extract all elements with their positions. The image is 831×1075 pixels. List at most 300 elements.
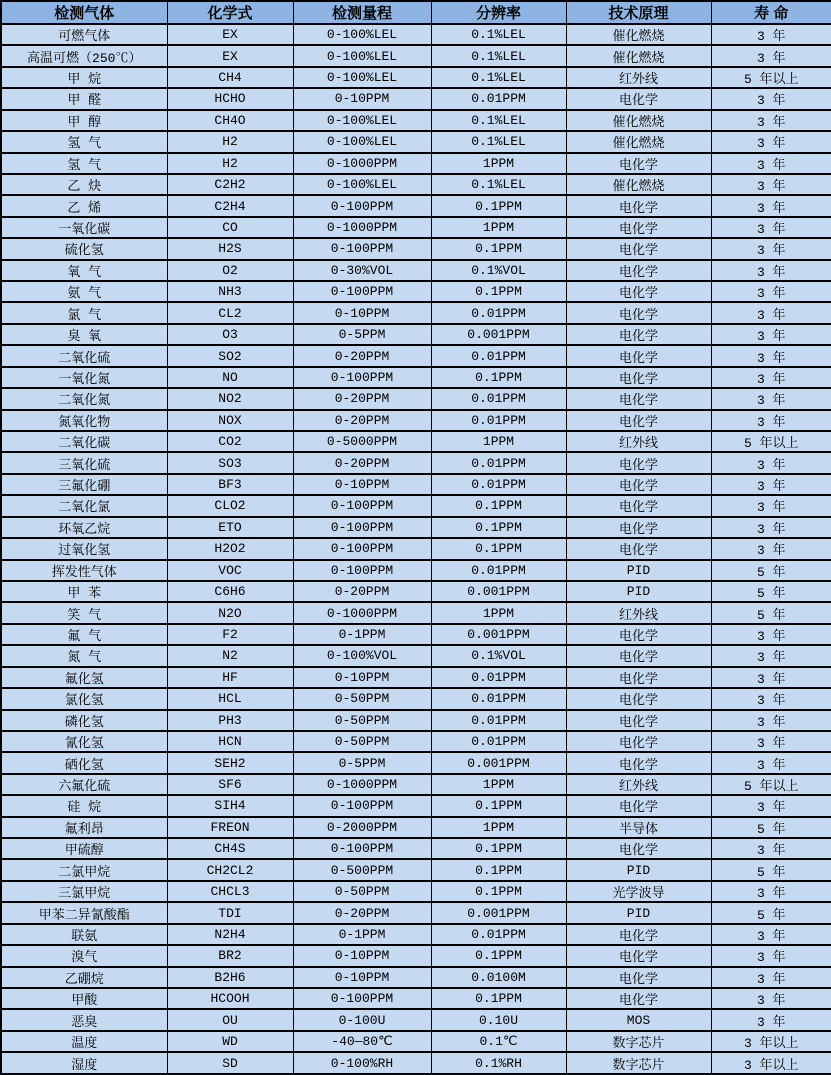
table-cell: 臭 氧	[1, 324, 167, 345]
table-cell: 三氧化硫	[1, 452, 167, 473]
table-cell: 溴气	[1, 945, 167, 966]
table-cell: 电化学	[566, 281, 711, 302]
table-row	[1, 195, 831, 216]
table-row	[1, 410, 831, 431]
table-row	[1, 881, 831, 902]
table-cell: 磷化氢	[1, 710, 167, 731]
table-cell: CO2	[167, 431, 293, 452]
table-row	[1, 388, 831, 409]
table-cell: 3 年	[711, 45, 831, 66]
table-cell: F2	[167, 624, 293, 645]
table-cell: 0.1PPM	[431, 495, 566, 516]
table-cell: TDI	[167, 902, 293, 923]
table-cell: 3 年	[711, 881, 831, 902]
table-cell: 5 年	[711, 817, 831, 838]
table-row	[1, 945, 831, 966]
table-cell: 3 年	[711, 731, 831, 752]
table-cell: 联氨	[1, 924, 167, 945]
table-cell: 氟利昂	[1, 817, 167, 838]
table-cell: 0-100U	[293, 1009, 431, 1030]
table-cell: 电化学	[566, 324, 711, 345]
table-cell: 0-100%RH	[293, 1052, 431, 1074]
table-cell: 0.1%VOL	[431, 260, 566, 281]
table-cell: 0-100%LEL	[293, 110, 431, 131]
table-cell: 氧 气	[1, 260, 167, 281]
table-row	[1, 260, 831, 281]
table-row	[1, 688, 831, 709]
table-row	[1, 452, 831, 473]
table-row	[1, 24, 831, 45]
table-cell: 0-2000PPM	[293, 817, 431, 838]
table-cell: 3 年	[711, 645, 831, 666]
table-row	[1, 924, 831, 945]
table-cell: 0-20PPM	[293, 902, 431, 923]
table-cell: 0.1PPM	[431, 195, 566, 216]
table-cell: 0.001PPM	[431, 624, 566, 645]
table-cell: 5 年以上	[711, 431, 831, 452]
table-cell: NO	[167, 367, 293, 388]
table-row	[1, 281, 831, 302]
table-cell: N2H4	[167, 924, 293, 945]
table-cell: 0.1℃	[431, 1031, 566, 1052]
table-cell: 甲 烷	[1, 67, 167, 88]
table-cell: 0.1PPM	[431, 517, 566, 538]
table-row	[1, 474, 831, 495]
table-cell: 电化学	[566, 624, 711, 645]
table-cell: 3 年	[711, 131, 831, 152]
table-cell: 3 年	[711, 924, 831, 945]
table-cell: 二氧化碳	[1, 431, 167, 452]
table-cell: 0.10U	[431, 1009, 566, 1030]
table-cell: 氮 气	[1, 645, 167, 666]
table-cell: 3 年以上	[711, 1052, 831, 1074]
table-cell: HF	[167, 667, 293, 688]
table-cell: HCN	[167, 731, 293, 752]
table-cell: 0.001PPM	[431, 902, 566, 923]
table-cell: 0.1%VOL	[431, 645, 566, 666]
table-cell: 3 年	[711, 495, 831, 516]
table-cell: 3 年	[711, 688, 831, 709]
table-cell: 0-1000PPM	[293, 153, 431, 174]
table-row	[1, 1052, 831, 1074]
table-cell: 0-100PPM	[293, 367, 431, 388]
table-cell: 过氧化氢	[1, 538, 167, 559]
table-cell: 3 年	[711, 1009, 831, 1030]
table-row	[1, 667, 831, 688]
table-cell: 0-20PPM	[293, 452, 431, 473]
table-cell: 电化学	[566, 88, 711, 109]
table-cell: 温度	[1, 1031, 167, 1052]
table-cell: 3 年	[711, 517, 831, 538]
table-cell: 0.1PPM	[431, 859, 566, 880]
table-cell: 0.1PPM	[431, 538, 566, 559]
table-cell: 3 年	[711, 945, 831, 966]
table-cell: NO2	[167, 388, 293, 409]
table-cell: 0-1000PPM	[293, 602, 431, 623]
table-cell: 0.1PPM	[431, 281, 566, 302]
table-cell: 催化燃烧	[566, 110, 711, 131]
table-cell: 5 年	[711, 581, 831, 602]
table-cell: 催化燃烧	[566, 24, 711, 45]
table-cell: 乙硼烷	[1, 967, 167, 988]
table-cell: 0.01PPM	[431, 924, 566, 945]
table-cell: 电化学	[566, 924, 711, 945]
table-cell: 电化学	[566, 452, 711, 473]
table-row	[1, 1009, 831, 1030]
table-cell: N2O	[167, 602, 293, 623]
table-cell: 甲硫醇	[1, 838, 167, 859]
table-cell: 硫化氢	[1, 238, 167, 259]
table-cell: 3 年	[711, 838, 831, 859]
table-cell: 氟 气	[1, 624, 167, 645]
table-cell: 3 年	[711, 452, 831, 473]
table-cell: PID	[566, 581, 711, 602]
table-cell: 甲 醇	[1, 110, 167, 131]
table-cell: 二氧化硫	[1, 345, 167, 366]
column-header: 检测气体	[1, 1, 167, 24]
table-cell: 催化燃烧	[566, 174, 711, 195]
table-cell: 0-100PPM	[293, 495, 431, 516]
header-row	[1, 1, 831, 24]
table-cell: 半导体	[566, 817, 711, 838]
table-cell: 3 年	[711, 795, 831, 816]
table-cell: 氰化氢	[1, 731, 167, 752]
table-row	[1, 495, 831, 516]
table-cell: 甲酸	[1, 988, 167, 1009]
table-row	[1, 153, 831, 174]
table-cell: 甲 苯	[1, 581, 167, 602]
table-cell: 三氟化硼	[1, 474, 167, 495]
table-cell: 催化燃烧	[566, 131, 711, 152]
table-cell: 乙 炔	[1, 174, 167, 195]
table-cell: 0-100%LEL	[293, 131, 431, 152]
table-cell: 0-50PPM	[293, 688, 431, 709]
table-cell: 3 年	[711, 388, 831, 409]
table-cell: 0-5000PPM	[293, 431, 431, 452]
table-cell: 3 年	[711, 988, 831, 1009]
table-cell: 0.0100M	[431, 967, 566, 988]
table-cell: 5 年	[711, 560, 831, 581]
table-row	[1, 1031, 831, 1052]
table-cell: PH3	[167, 710, 293, 731]
table-row	[1, 795, 831, 816]
table-cell: 3 年以上	[711, 1031, 831, 1052]
table-cell: 光学波导	[566, 881, 711, 902]
table-row	[1, 838, 831, 859]
table-cell: C2H2	[167, 174, 293, 195]
table-cell: CH2CL2	[167, 859, 293, 880]
table-cell: 0-50PPM	[293, 881, 431, 902]
table-cell: 0.01PPM	[431, 474, 566, 495]
table-cell: 1PPM	[431, 602, 566, 623]
table-cell: 0.1%LEL	[431, 110, 566, 131]
table-cell: ETO	[167, 517, 293, 538]
table-cell: 5 年以上	[711, 67, 831, 88]
table-cell: 电化学	[566, 260, 711, 281]
table-cell: 0-5PPM	[293, 324, 431, 345]
table-cell: 3 年	[711, 24, 831, 45]
table-row	[1, 774, 831, 795]
table-cell: 0.01PPM	[431, 452, 566, 473]
table-cell: 0.1%LEL	[431, 67, 566, 88]
table-cell: 0-100PPM	[293, 195, 431, 216]
table-cell: 电化学	[566, 731, 711, 752]
table-cell: EX	[167, 24, 293, 45]
table-cell: 电化学	[566, 795, 711, 816]
table-cell: 一氧化氮	[1, 367, 167, 388]
table-cell: 0-100%LEL	[293, 24, 431, 45]
table-cell: 3 年	[711, 153, 831, 174]
table-cell: 氢 气	[1, 153, 167, 174]
table-cell: 红外线	[566, 431, 711, 452]
table-cell: SF6	[167, 774, 293, 795]
table-cell: 湿度	[1, 1052, 167, 1074]
table-cell: 氯化氢	[1, 688, 167, 709]
table-cell: 甲苯二异氰酸酯	[1, 902, 167, 923]
table-cell: 0.001PPM	[431, 324, 566, 345]
table-cell: 1PPM	[431, 153, 566, 174]
table-cell: 0.1PPM	[431, 881, 566, 902]
table-cell: WD	[167, 1031, 293, 1052]
table-cell: SEH2	[167, 752, 293, 773]
table-row	[1, 302, 831, 323]
table-cell: 5 年	[711, 902, 831, 923]
table-cell: 0.01PPM	[431, 302, 566, 323]
table-cell: 0-500PPM	[293, 859, 431, 880]
table-cell: 0-100PPM	[293, 238, 431, 259]
table-row	[1, 988, 831, 1009]
table-cell: 氢 气	[1, 131, 167, 152]
table-row	[1, 131, 831, 152]
table-cell: 0-5PPM	[293, 752, 431, 773]
table-cell: C2H4	[167, 195, 293, 216]
table-cell: 3 年	[711, 710, 831, 731]
table-cell: CHCL3	[167, 881, 293, 902]
table-cell: 0-100%LEL	[293, 174, 431, 195]
table-cell: 可燃气体	[1, 24, 167, 45]
table-row	[1, 602, 831, 623]
table-cell: 0-100PPM	[293, 538, 431, 559]
table-cell: 电化学	[566, 945, 711, 966]
table-cell: C6H6	[167, 581, 293, 602]
table-cell: 电化学	[566, 645, 711, 666]
table-cell: 电化学	[566, 195, 711, 216]
table-cell: 0-10PPM	[293, 667, 431, 688]
table-cell: BR2	[167, 945, 293, 966]
table-row	[1, 431, 831, 452]
table-cell: 3 年	[711, 967, 831, 988]
table-cell: 催化燃烧	[566, 45, 711, 66]
table-cell: BF3	[167, 474, 293, 495]
table-cell: NOX	[167, 410, 293, 431]
table-cell: 0-50PPM	[293, 710, 431, 731]
table-row	[1, 967, 831, 988]
table-cell: 1PPM	[431, 217, 566, 238]
table-cell: 3 年	[711, 88, 831, 109]
table-cell: 0.001PPM	[431, 752, 566, 773]
table-cell: 乙 烯	[1, 195, 167, 216]
table-cell: O2	[167, 260, 293, 281]
table-row	[1, 560, 831, 581]
table-cell: 氯 气	[1, 302, 167, 323]
table-cell: H2	[167, 131, 293, 152]
table-row	[1, 624, 831, 645]
table-cell: 0-20PPM	[293, 410, 431, 431]
table-cell: 电化学	[566, 367, 711, 388]
table-cell: 0.1PPM	[431, 988, 566, 1009]
table-cell: 电化学	[566, 153, 711, 174]
table-cell: 5 年	[711, 602, 831, 623]
table-cell: 3 年	[711, 752, 831, 773]
table-cell: 氨 气	[1, 281, 167, 302]
table-cell: 0-1000PPM	[293, 774, 431, 795]
table-cell: 0.01PPM	[431, 410, 566, 431]
column-header: 寿 命	[711, 1, 831, 24]
table-cell: 恶臭	[1, 1009, 167, 1030]
table-cell: 电化学	[566, 667, 711, 688]
table-cell: 3 年	[711, 238, 831, 259]
table-cell: H2S	[167, 238, 293, 259]
table-cell: 电化学	[566, 517, 711, 538]
table-cell: 0.001PPM	[431, 581, 566, 602]
table-cell: 电化学	[566, 838, 711, 859]
table-cell: 数字芯片	[566, 1052, 711, 1074]
table-cell: 0.1%RH	[431, 1052, 566, 1074]
table-cell: 3 年	[711, 302, 831, 323]
table-cell: 电化学	[566, 217, 711, 238]
table-row	[1, 367, 831, 388]
table-cell: 环氧乙烷	[1, 517, 167, 538]
table-row	[1, 517, 831, 538]
table-cell: H2O2	[167, 538, 293, 559]
table-cell: 3 年	[711, 624, 831, 645]
table-cell: 电化学	[566, 710, 711, 731]
column-header: 技术原理	[566, 1, 711, 24]
table-cell: PID	[566, 560, 711, 581]
table-cell: 二氧化氮	[1, 388, 167, 409]
table-cell: 0.1%LEL	[431, 45, 566, 66]
table-cell: 0-100PPM	[293, 560, 431, 581]
table-cell: N2	[167, 645, 293, 666]
table-cell: CH4	[167, 67, 293, 88]
table-row	[1, 324, 831, 345]
table-cell: 电化学	[566, 688, 711, 709]
table-cell: VOC	[167, 560, 293, 581]
table-row	[1, 538, 831, 559]
table-cell: 电化学	[566, 388, 711, 409]
table-cell: 0-1PPM	[293, 624, 431, 645]
table-cell: 3 年	[711, 174, 831, 195]
table-cell: 3 年	[711, 474, 831, 495]
table-cell: 3 年	[711, 324, 831, 345]
table-row	[1, 217, 831, 238]
table-cell: 0.01PPM	[431, 388, 566, 409]
table-row	[1, 752, 831, 773]
table-cell: 3 年	[711, 217, 831, 238]
table-cell: 3 年	[711, 110, 831, 131]
table-cell: 电化学	[566, 495, 711, 516]
column-header: 检测量程	[293, 1, 431, 24]
table-cell: 0.1%LEL	[431, 174, 566, 195]
table-cell: 0-100PPM	[293, 988, 431, 1009]
table-cell: 硅 烷	[1, 795, 167, 816]
table-row	[1, 859, 831, 880]
table-cell: 笑 气	[1, 602, 167, 623]
table-cell: OU	[167, 1009, 293, 1030]
table-cell: 3 年	[711, 195, 831, 216]
table-cell: 电化学	[566, 967, 711, 988]
table-row	[1, 110, 831, 131]
column-header: 化学式	[167, 1, 293, 24]
table-cell: 0-10PPM	[293, 967, 431, 988]
table-cell: 0.1%LEL	[431, 24, 566, 45]
table-cell: 0-10PPM	[293, 474, 431, 495]
table-cell: 0.1%LEL	[431, 131, 566, 152]
table-cell: 0-10PPM	[293, 88, 431, 109]
table-cell: 5 年以上	[711, 774, 831, 795]
table-cell: H2	[167, 153, 293, 174]
table-cell: PID	[566, 902, 711, 923]
table-cell: HCHO	[167, 88, 293, 109]
table-cell: 0-100PPM	[293, 795, 431, 816]
table-cell: 1PPM	[431, 774, 566, 795]
table-cell: SD	[167, 1052, 293, 1074]
table-cell: 3 年	[711, 667, 831, 688]
table-cell: 0-10PPM	[293, 302, 431, 323]
table-cell: 0.01PPM	[431, 688, 566, 709]
table-cell: 3 年	[711, 367, 831, 388]
table-cell: 3 年	[711, 538, 831, 559]
table-cell: 电化学	[566, 410, 711, 431]
table-row	[1, 45, 831, 66]
table-row	[1, 88, 831, 109]
table-cell: 1PPM	[431, 431, 566, 452]
table-cell: 红外线	[566, 67, 711, 88]
table-cell: 3 年	[711, 410, 831, 431]
table-cell: 1PPM	[431, 817, 566, 838]
table-cell: EX	[167, 45, 293, 66]
table-cell: 0.1PPM	[431, 367, 566, 388]
table-cell: 0-20PPM	[293, 581, 431, 602]
table-cell: 挥发性气体	[1, 560, 167, 581]
table-cell: 0.1PPM	[431, 238, 566, 259]
table-cell: 0-20PPM	[293, 345, 431, 366]
table-row	[1, 581, 831, 602]
table-cell: 高温可燃（250℃）	[1, 45, 167, 66]
table-cell: 电化学	[566, 474, 711, 495]
table-cell: FREON	[167, 817, 293, 838]
table-cell: SO3	[167, 452, 293, 473]
table-cell: 电化学	[566, 538, 711, 559]
table-cell: 三氯甲烷	[1, 881, 167, 902]
table-cell: 0.01PPM	[431, 345, 566, 366]
table-row	[1, 174, 831, 195]
table-cell: 甲 醛	[1, 88, 167, 109]
table-cell: 0.1PPM	[431, 945, 566, 966]
table-cell: 0-30%VOL	[293, 260, 431, 281]
table-cell: 二氧化氯	[1, 495, 167, 516]
table-cell: 0.1PPM	[431, 838, 566, 859]
table-cell: 0-10PPM	[293, 945, 431, 966]
table-cell: MOS	[566, 1009, 711, 1030]
column-header: 分辨率	[431, 1, 566, 24]
table-cell: 硒化氢	[1, 752, 167, 773]
table-cell: 0.01PPM	[431, 88, 566, 109]
table-row	[1, 238, 831, 259]
table-cell: 0-50PPM	[293, 731, 431, 752]
table-cell: 电化学	[566, 238, 711, 259]
table-cell: 一氧化碳	[1, 217, 167, 238]
